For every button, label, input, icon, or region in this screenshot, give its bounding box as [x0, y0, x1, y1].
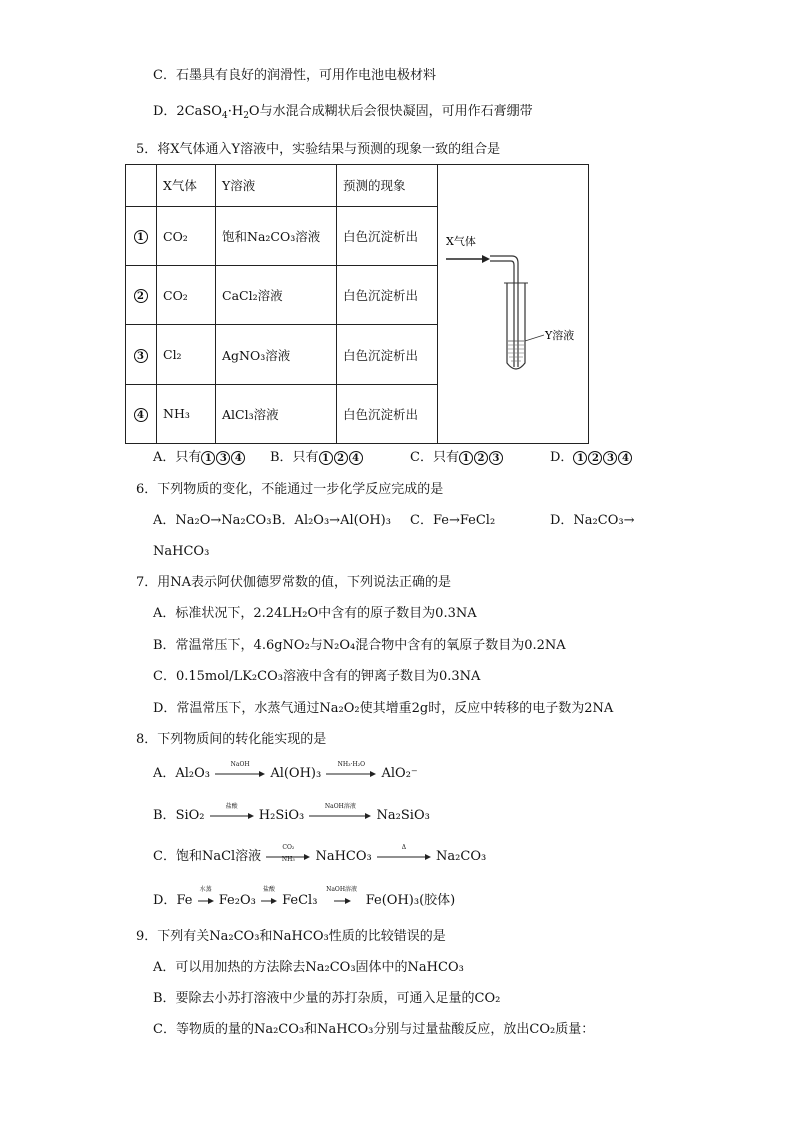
test-tube-diagram	[438, 165, 588, 440]
q7-option-b: B．常温常压下，4.6gNO₂与N₂O₄混合物中含有的氧原子数目为0.2NA	[153, 638, 566, 653]
y-solution-pointer	[525, 335, 544, 341]
table-row: 3 Cl₂ AgNO₃溶液 白色沉淀析出	[126, 325, 589, 384]
q6-option-b: B．Al₂O₃→Al(OH)₃	[272, 513, 391, 528]
q5-experiment-table	[125, 164, 589, 444]
q5-choice-d: D． 1 2 3 4	[550, 449, 633, 467]
q9-stem: 9．下列有关Na₂CO₃和NaHCO₃性质的比较错误的是	[136, 929, 446, 944]
delivery-tube-inner	[490, 261, 514, 367]
table-row: 1 CO₂ 饱和Na₂CO₃溶液 白色沉淀析出	[126, 206, 589, 265]
q7-option-a: A．标准状况下，2.24LH₂O中含有的原子数目为0.3NA	[153, 606, 477, 621]
q6-option-d-continued: NaHCO₃	[153, 544, 210, 559]
test-tube	[507, 283, 525, 369]
y-solution-label: Y溶液	[545, 329, 575, 342]
q6-option-c: C．Fe→FeCl₂	[410, 513, 496, 528]
table-row: 4 NH₃ AlCl₃溶液 白色沉淀析出	[126, 384, 589, 443]
q9-option-a: A．可以用加热的方法除去Na₂CO₃固体中的NaHCO₃	[153, 960, 464, 975]
gas-arrow-head	[482, 255, 490, 263]
q6-option-a: A．Na₂O→Na₂CO₃	[153, 513, 272, 528]
table-row: 2 CO₂ CaCl₂溶液 白色沉淀析出	[126, 266, 589, 325]
q6-stem: 6．下列物质的变化，不能通过一步化学反应完成的是	[136, 482, 444, 497]
q9-option-b: B．要除去小苏打溶液中少量的苏打杂质，可通入足量的CO₂	[153, 991, 501, 1006]
q8-option-c: C．饱和NaCl溶液 CO₂ NH₃ NaHCO₃ Δ Na₂CO₃	[153, 843, 487, 864]
q8-option-a: A．Al₂O₃ NaOH Al(OH)₃ NH₃·H₂O AlO₂⁻	[153, 760, 418, 781]
header-phenomenon: 预测的现象	[337, 165, 438, 207]
header-y-solution: Y溶液	[216, 165, 337, 207]
header-x-gas: X气体	[157, 165, 216, 207]
q5-choice-b: B．只有 1 2 4	[270, 449, 364, 467]
q6-option-d: D．Na₂CO₃→	[550, 513, 635, 528]
q8-option-d: D．Fe 水蒸 Fe₂O₃ 盐酸 FeCl₃ NaOH溶液 Fe(OH)₃(胶体)	[153, 885, 456, 908]
q5-stem: 5．将X气体通入Y溶液中，实验结果与预测的现象一致的组合是	[136, 142, 501, 157]
apparatus-figure	[438, 165, 589, 444]
q4-option-d: D．$2CaSO_4\cdot H_2O$与水混合成糊状后会很快凝固，可用作石膏绷带	[153, 104, 533, 121]
q7-option-c: C．0.15mol/LK₂CO₃溶液中含有的钾离子数目为0.3NA	[153, 669, 481, 684]
q8-option-b: B．SiO₂ 盐酸 H₂SiO₃ NaOH溶液 Na₂SiO₃	[153, 802, 430, 823]
q7-stem: 7．用NA表示阿伏伽德罗常数的值，下列说法正确的是	[136, 575, 452, 590]
q4-option-c: C．石墨具有良好的润滑性，可用作电池电极材料	[153, 68, 436, 83]
x-gas-label: X气体	[446, 235, 476, 248]
q9-option-c: C．等物质的量的Na₂CO₃和NaHCO₃分别与过量盐酸反应，放出CO₂质量：	[153, 1022, 595, 1037]
q8-stem: 8．下列物质间的转化能实现的是	[136, 732, 327, 747]
q5-choice-a: A．只有 1 3 4	[153, 449, 246, 467]
q7-option-d: D．常温常压下，水蒸气通过Na₂O₂使其增重2g时，反应中转移的电子数为2NA	[153, 701, 614, 716]
q5-choice-c: C．只有 1 2 3	[410, 449, 504, 467]
